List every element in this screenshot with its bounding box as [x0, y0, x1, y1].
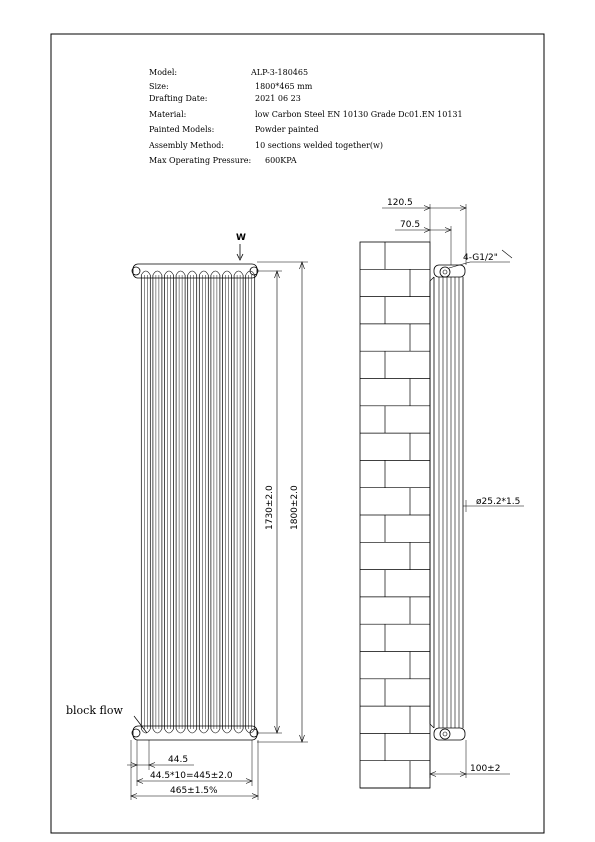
brick-wall	[360, 242, 430, 788]
spec-value-date: 2021 06 23	[255, 94, 301, 103]
dim-wall-label: 100±2	[470, 764, 501, 774]
radiator-column	[234, 271, 243, 733]
radiator-column	[141, 271, 150, 733]
side-view	[360, 198, 524, 788]
dim-height-inner-label: 1730±2.0	[265, 485, 275, 530]
spec-value-painted: Powder painted	[255, 125, 319, 134]
radiator-column	[223, 271, 232, 733]
spec-value-size: 1800*465 mm	[255, 82, 313, 91]
spec-label-size: Size:	[149, 82, 169, 91]
front-view	[66, 233, 308, 800]
dim-depth-outer	[382, 198, 466, 265]
radiator-column	[176, 271, 185, 733]
dim-pitch-label: 44.5	[168, 755, 189, 765]
radiator-columns	[141, 271, 254, 733]
radiator-column	[165, 271, 174, 733]
dim-width-label: 465±1.5%	[170, 786, 218, 796]
dim-wall	[430, 740, 510, 778]
spec-label-pressure: Max Operating Pressure:	[149, 156, 252, 165]
block-flow-leader	[134, 716, 147, 733]
drawing-border	[51, 34, 544, 833]
dim-sections-label: 44.5*10=445±2.0	[150, 771, 233, 781]
spec-label-assembly: Assembly Method:	[149, 141, 224, 150]
dim-depth-outer-label: 120.5	[387, 198, 413, 208]
spec-value-model: ALP-3-180465	[251, 68, 309, 77]
radiator-column	[153, 271, 162, 733]
spec-label-material: Material:	[149, 110, 187, 119]
spec-value-assembly: 10 sections welded together(w)	[255, 141, 383, 150]
thread-callout	[449, 250, 512, 268]
dim-height-inner	[257, 271, 282, 733]
spec-label-model: Model:	[149, 68, 178, 77]
block-flow-label: block flow	[66, 704, 123, 717]
radiator-column	[199, 271, 208, 733]
dim-depth-inner	[395, 220, 451, 265]
dim-height-outer-label: 1800±2.0	[290, 485, 300, 530]
dim-width	[131, 740, 258, 800]
radiator-column	[188, 271, 197, 733]
radiator-side-profile	[430, 265, 465, 740]
weld-mark: W	[236, 233, 246, 243]
side-bottom-header	[434, 728, 465, 740]
spec-value-material: low Carbon Steel EN 10130 Grade Dc01.EN 10131	[255, 110, 463, 119]
brick-courses	[360, 242, 430, 788]
spec-label-date: Drafting Date:	[149, 94, 208, 103]
thread-label: 4-G1/2"	[463, 253, 498, 263]
radiator-column	[246, 271, 255, 733]
spec-block	[148, 68, 463, 165]
dim-depth-inner-label: 70.5	[400, 220, 421, 230]
tube-diameter-callout	[463, 497, 524, 512]
radiator-column	[211, 271, 220, 733]
side-top-port-icon	[440, 267, 450, 277]
side-bottom-port-icon	[440, 729, 450, 739]
tube-diameter-label: ø25.2*1.5	[476, 497, 521, 507]
spec-value-pressure: 600KPA	[265, 156, 297, 165]
spec-label-painted: Painted Models:	[149, 125, 215, 134]
